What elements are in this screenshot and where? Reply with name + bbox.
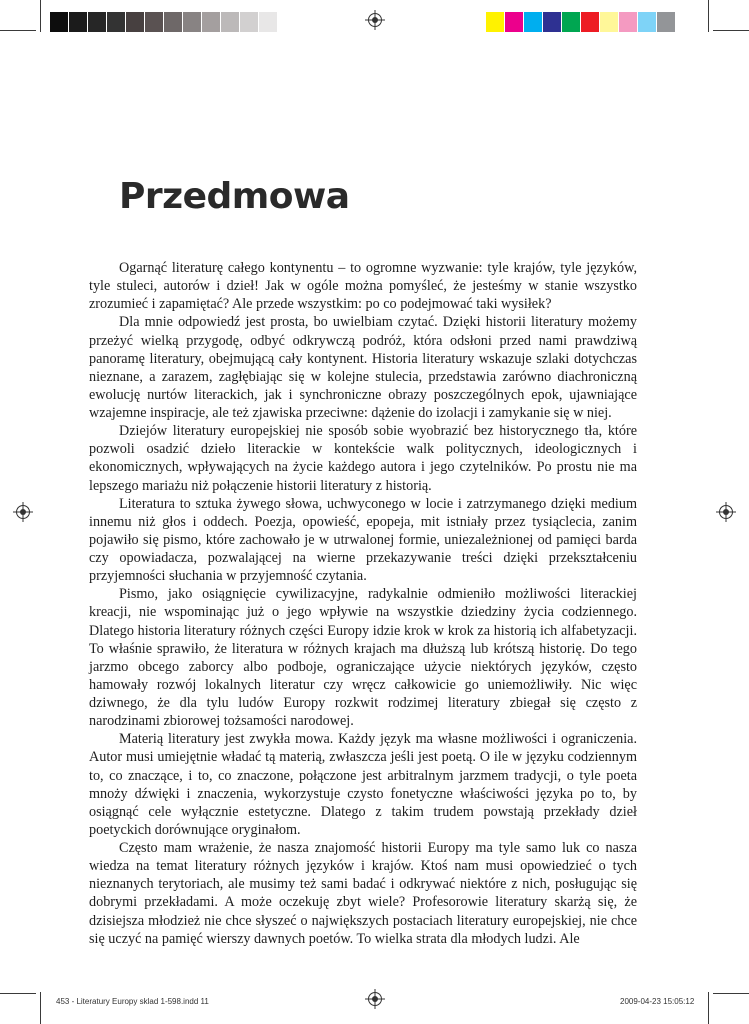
crop-mark-bottom-right — [713, 993, 749, 994]
process-color-swatch — [543, 12, 562, 32]
paragraph: Pismo, jako osiągnięcie cywilizacyjne, radykalnie odmieniło możliwości literackiej kreacji, nie wspominając już o jego wpływie na wszystkie dziedziny życia codziennego. Dlatego historia literatury różnych części Europy idzie krok w krok za historią ich alfabetyzacji. To właśnie sprawiło, że literatura w różnych krajach ma dłuższą lub krótszą historię. Do tego jarzmo obcego zaborcy albo podboje, ograniczające użycie niektórych języków, często hamowały rozwój lokalnych literatur czy wręcz całkowicie go uniemożliwiły. Nic więc dziwnego, że dla tylu ludów Europy rozkwit rodzimej literatury zbiegał się często z narodzinami zbiorowej tożsamości narodowej. — [89, 586, 637, 730]
crop-mark-bottom-left — [0, 993, 36, 994]
process-color-swatch — [638, 12, 657, 32]
paragraph: Ogarnąć literaturę całego kontynentu – to ogromne wyzwanie: tyle krajów, tyle języków, tyle stuleci, autorów i dzieł! Jak w ogóle można pomyśleć, że jesteśmy w stanie wszystko zrozumieć i zapamiętać? Ale przede wszystkim: po co podejmować taki wysiłek? — [89, 260, 637, 313]
grayscale-swatch — [126, 12, 145, 32]
slug-file-info: 453 - Literatury Europy sklad 1-598.indd 11 — [56, 997, 209, 1006]
process-color-swatch — [524, 12, 543, 32]
paragraph: Literatura to sztuka żywego słowa, uchwyconego w locie i zatrzymanego dzięki medium innemu niż głos i oddech. Poezja, opowieść, epopeja, mit istniały przez tysiąclecia, zanim pojawiło się pismo, które zachowało je w utrwalonej formie, uniezależnionej od pamięci barda czy opowiadacza, pozwalającej na wierne przekazywanie treści dzięki przekształceniu przyjemności słuchania w przyjemność czytania. — [89, 495, 637, 585]
process-color-swatch — [486, 12, 505, 32]
paragraph: Dziejów literatury europejskiej nie sposób sobie wyobrazić bez historycznego tła, które pozwoli osadzić dzieło literackie w kontekście walk politycznych, ideologicznych i ekonomicznych, wpływających na życie każdego autora i jego czytelników. Po prostu nie ma lepszego mariażu niż połączenie historii literatury z historią. — [89, 423, 637, 494]
grayscale-swatch — [202, 12, 221, 32]
process-color-swatch — [657, 12, 676, 32]
registration-mark-right-icon — [719, 505, 733, 519]
paragraph: Materią literatury jest zwykła mowa. Każdy język ma własne możliwości i ograniczenia. Autor musi umiejętnie władać tą materią, zwłaszcza jeśli jest poetą. O ile w języku codziennym to, co znaczące, i to, co znaczone, połączone jest arbitralnym jarzmem tradycji, o tyle poeta mnoży dźwięki i znaczenia, wykorzystuje czysto fonetyczne właściwości języka po to, by osiągnąć cele wyłącznie estetyczne. Dlatego z takim trudem powstają przekłady dzieł poetyckich dorównujące oryginałom. — [89, 731, 637, 838]
crop-mark-top-left-vertical — [40, 0, 41, 32]
grayscale-swatch — [183, 12, 202, 32]
paragraph: Dla mnie odpowiedź jest prosta, bo uwielbiam czytać. Dzięki historii literatury możemy przeżyć wielką przygodę, odbyć odkrywczą podróż, która odsłoni przed nami prawdziwą panoramę literatury, obejmującą cały kontynent. Historia literatury wskazuje szlaki dotychczas nieznane, a zarazem, zagłębiając się w kolejne stulecia, przedstawia zarówno diachroniczną ewolucję nurtów literackich, jak i synchroniczne obrazy poszczególnych epok, ujawniające wzajemne inspiracje, ale też zjawiska przeciwne: dążenie do izolacji i zamykanie się w niej. — [89, 314, 637, 421]
grayscale-swatch — [164, 12, 183, 32]
crop-mark-top-right-vertical — [708, 0, 709, 32]
registration-mark-top-icon — [368, 13, 382, 27]
process-color-swatch — [505, 12, 524, 32]
grayscale-swatch — [221, 12, 240, 32]
grayscale-swatch — [259, 12, 278, 32]
grayscale-color-bar — [50, 12, 278, 32]
grayscale-swatch — [69, 12, 88, 32]
grayscale-swatch — [145, 12, 164, 32]
process-color-swatch — [562, 12, 581, 32]
process-color-bar — [486, 12, 676, 32]
grayscale-swatch — [88, 12, 107, 32]
paragraph: Często mam wrażenie, że nasza znajomość historii Europy ma tyle samo luk co nasza wiedza na temat literatury różnych języków i krajów. Ktoś nam musi opowiedzieć o tych nieznanych terytoriach, ale musimy też sami badać i odkrywać niektóre z nich, posługując się dobrymi przekładami. A może oczekuję zbyt wiele? Profesorowie literatury skarżą się, że dzisiejsza młodzież nie chce słyszeć o największych postaciach literatury europejskiej, nie chce się uczyć na pamięć wierszy dawnych poetów. To wielka strata dla młodych ludzi. Ale — [89, 840, 637, 947]
page-title: Przedmowa — [119, 176, 350, 217]
body-text — [89, 259, 637, 948]
grayscale-swatch — [50, 12, 69, 32]
crop-mark-bottom-left-vertical — [40, 992, 41, 1024]
registration-mark-left-icon — [16, 505, 30, 519]
grayscale-swatch — [107, 12, 126, 32]
registration-mark-bottom-icon — [368, 992, 382, 1006]
process-color-swatch — [600, 12, 619, 32]
crop-mark-top-right — [713, 30, 749, 31]
crop-mark-top-left — [0, 30, 36, 31]
grayscale-swatch — [240, 12, 259, 32]
process-color-swatch — [619, 12, 638, 32]
slug-date-info: 2009-04-23 15:05:12 — [620, 997, 695, 1006]
crop-mark-bottom-right-vertical — [708, 992, 709, 1024]
process-color-swatch — [581, 12, 600, 32]
